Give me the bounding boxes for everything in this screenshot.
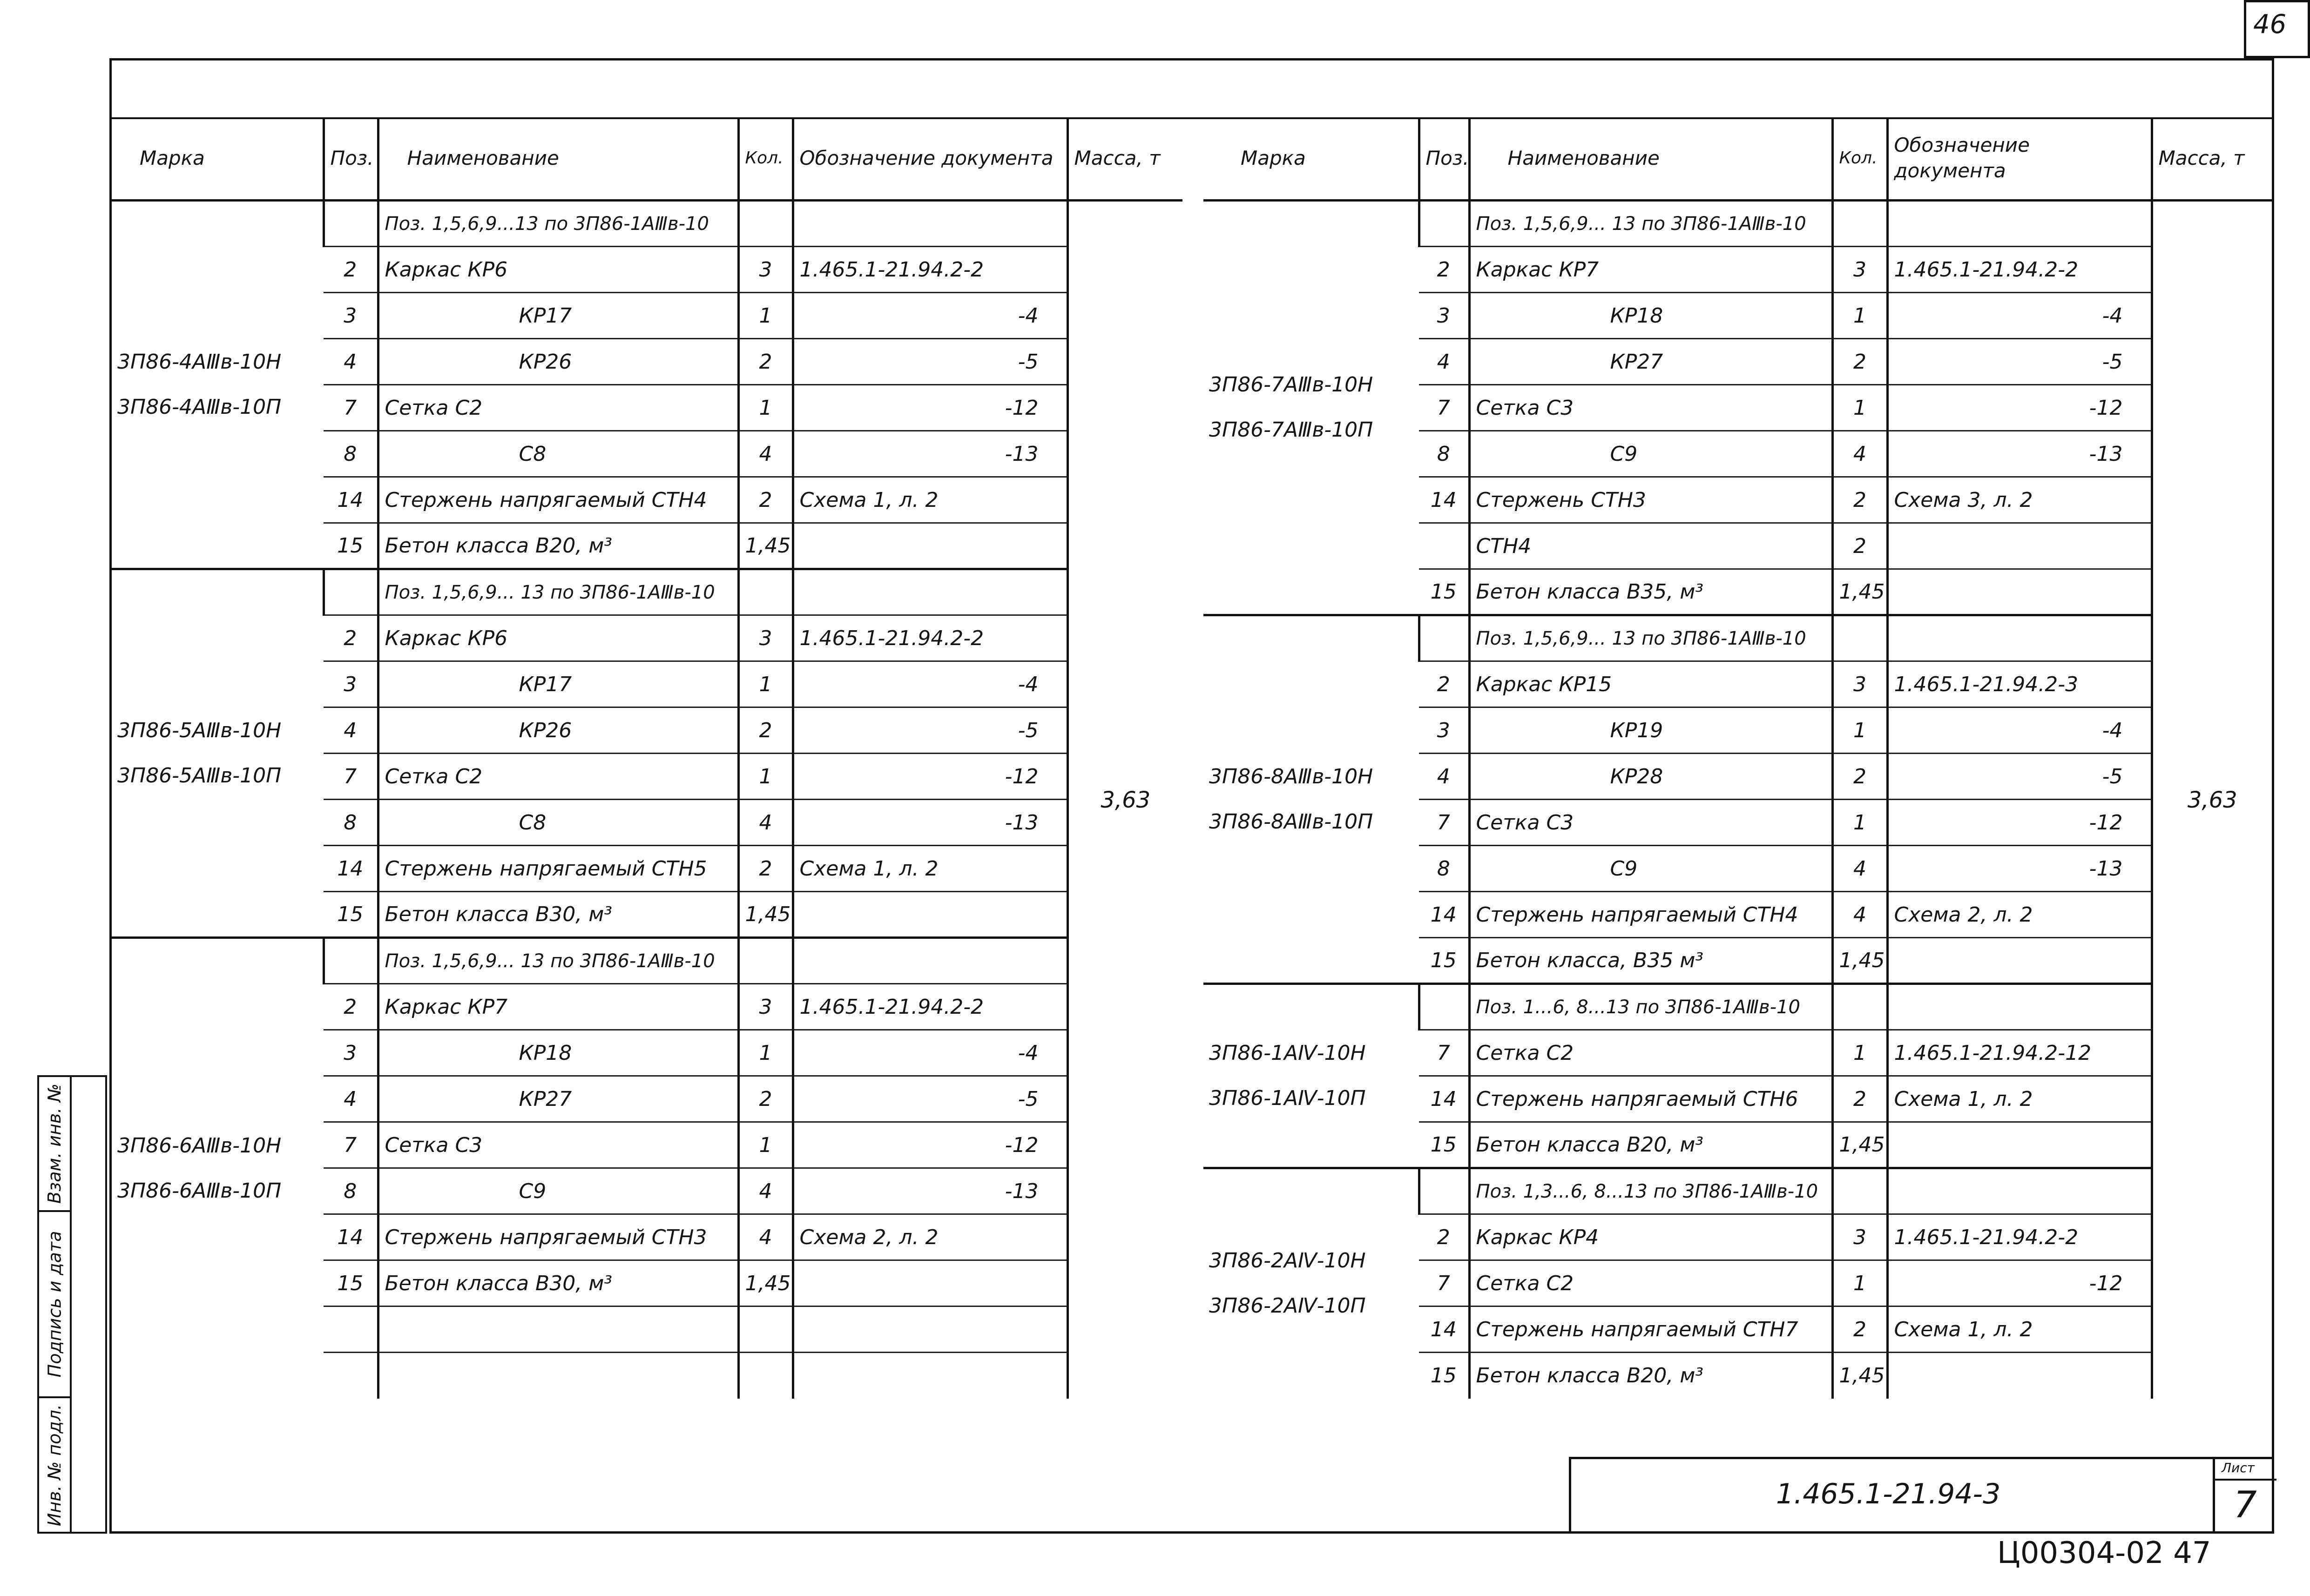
quantity-cell: 1 <box>738 754 793 800</box>
position-cell: 3 <box>1419 293 1469 339</box>
name-cell: КР26 <box>378 707 738 754</box>
quantity-cell: 4 <box>738 431 793 477</box>
position-cell: 4 <box>1419 339 1469 385</box>
position-cell: 14 <box>324 846 378 892</box>
document-cell <box>793 201 1067 247</box>
quantity-cell: 1,45 <box>738 892 793 938</box>
name-cell: Сетка С3 <box>1469 385 1832 431</box>
name-cell: Стержень напрягаемый СТН3 <box>378 1214 738 1260</box>
position-cell: 7 <box>324 754 378 800</box>
quantity-cell: 4 <box>738 1168 793 1214</box>
position-cell: 15 <box>1419 938 1469 984</box>
name-cell: Бетон класса В35, м³ <box>1469 569 1832 615</box>
sheet-label: Лист <box>2222 1460 2255 1475</box>
left-table-header <box>112 117 1182 201</box>
position-cell: 14 <box>324 477 378 523</box>
quantity-cell <box>738 938 793 984</box>
table-row <box>1203 201 2272 247</box>
quantity-cell: 1 <box>1832 293 1887 339</box>
document-cell: Схема 1, л. 2 <box>793 477 1067 523</box>
quantity-cell <box>738 1353 793 1399</box>
document-cell <box>1887 1168 2152 1214</box>
name-cell: С9 <box>1469 431 1832 477</box>
position-cell: 3 <box>324 293 378 339</box>
position-cell: 2 <box>1419 1214 1469 1260</box>
quantity-cell: 2 <box>1832 754 1887 800</box>
quantity-cell: 1 <box>738 293 793 339</box>
sheet-number-cell <box>2213 1459 2274 1531</box>
name-cell: Поз. 1...6, 8...13 по 3П86-1АⅢв-10 <box>1469 984 1832 1030</box>
quantity-cell: 1,45 <box>738 523 793 569</box>
document-cell <box>1887 984 2152 1030</box>
position-cell: 2 <box>324 247 378 293</box>
quantity-cell: 4 <box>1832 431 1887 477</box>
quantity-cell: 1 <box>738 385 793 431</box>
name-cell: КР18 <box>378 1030 738 1076</box>
table-row <box>1203 615 2272 661</box>
document-cell: -12 <box>793 754 1067 800</box>
position-cell <box>324 1306 378 1353</box>
document-cell: 1.465.1-21.94.2-2 <box>1887 1214 2152 1260</box>
name-cell: Поз. 1,3...6, 8...13 по 3П86-1АⅢв-10 <box>1469 1168 1832 1214</box>
document-cell <box>793 523 1067 569</box>
table-row <box>112 201 1182 247</box>
document-cell: Схема 1, л. 2 <box>1887 1306 2152 1353</box>
quantity-cell <box>1832 201 1887 247</box>
header-mass: Масса, т <box>2152 117 2272 201</box>
header-doc: Обозначение документа <box>793 117 1067 201</box>
name-cell: КР27 <box>378 1076 738 1122</box>
header-doc: Обозначение документа <box>1887 117 2152 201</box>
title-block <box>1569 1457 2274 1534</box>
quantity-cell: 2 <box>1832 339 1887 385</box>
quantity-cell: 2 <box>738 477 793 523</box>
name-cell: С9 <box>1469 846 1832 892</box>
name-cell: Стержень напрягаемый СТН6 <box>1469 1076 1832 1122</box>
document-cell <box>793 892 1067 938</box>
sheet-number: 7 <box>2234 1484 2257 1526</box>
document-cell: -5 <box>793 707 1067 754</box>
position-cell: 7 <box>1419 800 1469 846</box>
name-cell: Стержень напрягаемый СТН4 <box>1469 892 1832 938</box>
quantity-cell: 1,45 <box>1832 1353 1887 1399</box>
position-cell: 4 <box>324 1076 378 1122</box>
name-cell: Каркас КР15 <box>1469 661 1832 707</box>
quantity-cell: 1 <box>738 661 793 707</box>
quantity-cell: 2 <box>738 339 793 385</box>
document-cell: Схема 2, л. 2 <box>793 1214 1067 1260</box>
position-cell: 8 <box>1419 431 1469 477</box>
position-cell <box>1419 615 1469 661</box>
document-cell: -13 <box>793 1168 1067 1214</box>
position-cell: 3 <box>324 1030 378 1076</box>
position-cell: 2 <box>324 615 378 661</box>
quantity-cell: 1,45 <box>1832 1122 1887 1168</box>
position-cell: 2 <box>1419 247 1469 293</box>
document-cell <box>1887 569 2152 615</box>
name-cell: Каркас КР7 <box>1469 247 1832 293</box>
table-row <box>112 938 1182 984</box>
name-cell: Стержень напрягаемый СТН5 <box>378 846 738 892</box>
document-designation: 1.465.1-21.94-3 <box>1776 1478 2001 1510</box>
document-cell: -13 <box>1887 846 2152 892</box>
marka-cell <box>1203 201 1419 615</box>
position-cell: 15 <box>1419 1122 1469 1168</box>
document-cell <box>1887 615 2152 661</box>
document-cell: -13 <box>793 800 1067 846</box>
position-cell: 15 <box>324 523 378 569</box>
quantity-cell: 1 <box>738 1030 793 1076</box>
name-cell: Поз. 1,5,6,9... 13 по 3П86-1АⅢв-10 <box>378 938 738 984</box>
position-cell: 8 <box>1419 846 1469 892</box>
document-cell: -5 <box>793 1076 1067 1122</box>
quantity-cell <box>1832 1168 1887 1214</box>
side-stamp-field-signature: Подпись и дата <box>39 1212 72 1398</box>
name-cell: КР28 <box>1469 754 1832 800</box>
header-marka: Марка <box>112 117 324 201</box>
document-cell: 1.465.1-21.94.2-12 <box>1887 1030 2152 1076</box>
name-cell: КР17 <box>378 293 738 339</box>
left-spec-table <box>112 117 1182 1399</box>
name-cell: Стержень напрягаемый СТН4 <box>378 477 738 523</box>
name-cell: Бетон класса В20, м³ <box>1469 1122 1832 1168</box>
name-cell: Поз. 1,5,6,9... 13 по 3П86-1АⅢв-10 <box>378 569 738 615</box>
name-cell: Стержень СТН3 <box>1469 477 1832 523</box>
position-cell: 4 <box>324 707 378 754</box>
sheet-corner-number: 46 <box>2253 9 2287 40</box>
document-cell: -5 <box>1887 754 2152 800</box>
quantity-cell: 4 <box>738 1214 793 1260</box>
quantity-cell: 3 <box>738 247 793 293</box>
name-cell: Поз. 1,5,6,9... 13 по 3П86-1АⅢв-10 <box>1469 201 1832 247</box>
name-cell <box>378 1353 738 1399</box>
name-cell: КР17 <box>378 661 738 707</box>
document-cell <box>793 1260 1067 1306</box>
document-cell: -4 <box>793 293 1067 339</box>
position-cell: 8 <box>324 431 378 477</box>
name-cell: Сетка С3 <box>378 1122 738 1168</box>
quantity-cell: 4 <box>1832 846 1887 892</box>
name-cell: Поз. 1,5,6,9...13 по 3П86-1АⅢв-10 <box>378 201 738 247</box>
mass-cell: 3,63 <box>1067 201 1182 1399</box>
header-pos: Поз. <box>1419 117 1469 201</box>
quantity-cell: 3 <box>1832 247 1887 293</box>
document-cell: -4 <box>793 1030 1067 1076</box>
marka-cell <box>1203 1168 1419 1399</box>
quantity-cell: 3 <box>738 984 793 1030</box>
quantity-cell: 2 <box>1832 523 1887 569</box>
quantity-cell <box>738 569 793 615</box>
quantity-cell: 1 <box>738 1122 793 1168</box>
position-cell: 3 <box>1419 707 1469 754</box>
name-cell: С8 <box>378 431 738 477</box>
position-cell: 14 <box>324 1214 378 1260</box>
name-cell: Сетка С2 <box>378 385 738 431</box>
marka-label: 3П86-8АⅢв-10П <box>1209 809 1373 834</box>
document-cell: 1.465.1-21.94.2-3 <box>1887 661 2152 707</box>
position-cell: 15 <box>1419 569 1469 615</box>
document-cell: -13 <box>1887 431 2152 477</box>
position-cell: 15 <box>324 892 378 938</box>
document-cell: -12 <box>793 1122 1067 1168</box>
quantity-cell <box>1832 984 1887 1030</box>
position-cell <box>1419 984 1469 1030</box>
document-cell: Схема 3, л. 2 <box>1887 477 2152 523</box>
position-cell: 7 <box>1419 1030 1469 1076</box>
side-stamp-field-replaced: Взам. инв. № <box>39 1077 72 1212</box>
name-cell: Сетка С2 <box>1469 1260 1832 1306</box>
name-cell: КР27 <box>1469 339 1832 385</box>
position-cell <box>1419 1168 1469 1214</box>
position-cell <box>1419 201 1469 247</box>
marka-cell <box>112 569 324 938</box>
position-cell: 7 <box>1419 385 1469 431</box>
side-stamp-field-inventory: Инв. № подл. <box>39 1398 72 1532</box>
name-cell: Бетон класса В30, м³ <box>378 892 738 938</box>
name-cell: Сетка С2 <box>1469 1030 1832 1076</box>
document-cell: -5 <box>1887 339 2152 385</box>
document-cell <box>1887 523 2152 569</box>
quantity-cell: 4 <box>1832 892 1887 938</box>
position-cell <box>324 569 378 615</box>
position-cell: 7 <box>1419 1260 1469 1306</box>
position-cell: 4 <box>324 339 378 385</box>
quantity-cell: 2 <box>1832 1076 1887 1122</box>
marka-label: 3П86-7АⅢв-10Н <box>1209 373 1373 397</box>
side-stamp <box>37 1075 107 1534</box>
quantity-cell: 2 <box>1832 477 1887 523</box>
position-cell: 15 <box>324 1260 378 1306</box>
document-cell: Схема 1, л. 2 <box>1887 1076 2152 1122</box>
marka-label: 3П86-1АⅣ-10Н <box>1209 1041 1366 1065</box>
quantity-cell: 1,45 <box>1832 938 1887 984</box>
position-cell: 2 <box>1419 661 1469 707</box>
position-cell: 7 <box>324 385 378 431</box>
position-cell <box>324 1353 378 1399</box>
marka-cell <box>112 938 324 1399</box>
marka-label: 3П86-1АⅣ-10П <box>1209 1086 1366 1110</box>
position-cell: 14 <box>1419 892 1469 938</box>
table-row <box>112 569 1182 615</box>
document-cell: -12 <box>1887 385 2152 431</box>
position-cell <box>324 938 378 984</box>
marka-label: 3П86-4АⅢв-10Н <box>117 350 282 374</box>
document-cell <box>1887 1122 2152 1168</box>
document-cell: -4 <box>793 661 1067 707</box>
quantity-cell: 1,45 <box>738 1260 793 1306</box>
right-spec-table <box>1203 117 2272 1399</box>
header-pos: Поз. <box>324 117 378 201</box>
table-row <box>1203 1168 2272 1214</box>
name-cell: КР19 <box>1469 707 1832 754</box>
sheet-cell-divider <box>2215 1479 2276 1481</box>
name-cell: Бетон класса В30, м³ <box>378 1260 738 1306</box>
quantity-cell: 2 <box>738 707 793 754</box>
document-cell: 1.465.1-21.94.2-2 <box>793 615 1067 661</box>
name-cell: Каркас КР6 <box>378 247 738 293</box>
name-cell <box>378 1306 738 1353</box>
document-cell: -4 <box>1887 293 2152 339</box>
marka-label: 3П86-6АⅢв-10П <box>117 1178 282 1203</box>
document-cell: 1.465.1-21.94.2-2 <box>793 984 1067 1030</box>
marka-label: 3П86-5АⅢв-10Н <box>117 718 282 742</box>
name-cell: Каркас КР7 <box>378 984 738 1030</box>
quantity-cell: 1 <box>1832 800 1887 846</box>
marka-cell <box>1203 615 1419 984</box>
document-cell <box>793 569 1067 615</box>
quantity-cell: 1 <box>1832 385 1887 431</box>
document-cell <box>1887 938 2152 984</box>
quantity-cell <box>738 201 793 247</box>
document-cell: Схема 1, л. 2 <box>793 846 1067 892</box>
marka-label: 3П86-6АⅢв-10Н <box>117 1133 282 1158</box>
name-cell: Сетка С3 <box>1469 800 1832 846</box>
marka-label: 3П86-5АⅢв-10П <box>117 763 282 788</box>
position-cell: 7 <box>324 1122 378 1168</box>
table-row <box>1203 984 2272 1030</box>
name-cell: Каркас КР6 <box>378 615 738 661</box>
quantity-cell: 1,45 <box>1832 569 1887 615</box>
position-cell: 14 <box>1419 1076 1469 1122</box>
right-table-header <box>1203 117 2272 201</box>
position-cell: 14 <box>1419 477 1469 523</box>
header-mass: Масса, т <box>1067 117 1182 201</box>
marka-label: 3П86-8АⅢв-10Н <box>1209 764 1373 788</box>
position-cell <box>324 201 378 247</box>
quantity-cell: 1 <box>1832 707 1887 754</box>
document-cell <box>793 938 1067 984</box>
marka-cell <box>112 201 324 569</box>
quantity-cell: 1 <box>1832 1260 1887 1306</box>
quantity-cell: 3 <box>738 615 793 661</box>
position-cell: 14 <box>1419 1306 1469 1353</box>
document-cell <box>793 1306 1067 1353</box>
document-cell: -13 <box>793 431 1067 477</box>
position-cell: 3 <box>324 661 378 707</box>
name-cell: КР26 <box>378 339 738 385</box>
name-cell: С8 <box>378 800 738 846</box>
marka-label: 3П86-2АⅣ-10Н <box>1209 1249 1366 1273</box>
document-cell <box>1887 201 2152 247</box>
name-cell: СТН4 <box>1469 523 1832 569</box>
name-cell: С9 <box>378 1168 738 1214</box>
position-cell: 15 <box>1419 1353 1469 1399</box>
document-cell: Схема 2, л. 2 <box>1887 892 2152 938</box>
quantity-cell: 3 <box>1832 661 1887 707</box>
document-cell: -4 <box>1887 707 2152 754</box>
archive-stamp: Ц00304-02 47 <box>1997 1536 2211 1570</box>
quantity-cell <box>738 1306 793 1353</box>
name-cell: Бетон класса В20, м³ <box>1469 1353 1832 1399</box>
position-cell: 8 <box>324 1168 378 1214</box>
name-cell: КР18 <box>1469 293 1832 339</box>
position-cell: 8 <box>324 800 378 846</box>
name-cell: Стержень напрягаемый СТН7 <box>1469 1306 1832 1353</box>
quantity-cell: 2 <box>1832 1306 1887 1353</box>
name-cell: Бетон класса, В35 м³ <box>1469 938 1832 984</box>
header-qty: Кол. <box>738 117 793 201</box>
document-cell: -12 <box>793 385 1067 431</box>
document-cell: 1.465.1-21.94.2-2 <box>1887 247 2152 293</box>
document-cell: -12 <box>1887 1260 2152 1306</box>
document-cell: -12 <box>1887 800 2152 846</box>
document-cell: -5 <box>793 339 1067 385</box>
position-cell: 4 <box>1419 754 1469 800</box>
name-cell: Сетка С2 <box>378 754 738 800</box>
marka-label: 3П86-4АⅢв-10П <box>117 395 282 419</box>
header-marka: Марка <box>1203 117 1419 201</box>
quantity-cell: 3 <box>1832 1214 1887 1260</box>
marka-label: 3П86-2АⅣ-10П <box>1209 1294 1366 1318</box>
quantity-cell: 1 <box>1832 1030 1887 1076</box>
marka-label: 3П86-7АⅢв-10П <box>1209 418 1373 442</box>
name-cell: Каркас КР4 <box>1469 1214 1832 1260</box>
quantity-cell <box>1832 615 1887 661</box>
document-cell <box>793 1353 1067 1399</box>
mass-cell: 3,63 <box>2152 201 2272 1399</box>
marka-cell <box>1203 984 1419 1168</box>
position-cell <box>1419 523 1469 569</box>
quantity-cell: 2 <box>738 1076 793 1122</box>
position-cell: 2 <box>324 984 378 1030</box>
name-cell: Поз. 1,5,6,9... 13 по 3П86-1АⅢв-10 <box>1469 615 1832 661</box>
header-qty: Кол. <box>1832 117 1887 201</box>
document-cell: 1.465.1-21.94.2-2 <box>793 247 1067 293</box>
header-name: Наименование <box>1469 117 1832 201</box>
name-cell: Бетон класса В20, м³ <box>378 523 738 569</box>
document-cell <box>1887 1353 2152 1399</box>
header-name: Наименование <box>378 117 738 201</box>
quantity-cell: 4 <box>738 800 793 846</box>
quantity-cell: 2 <box>738 846 793 892</box>
